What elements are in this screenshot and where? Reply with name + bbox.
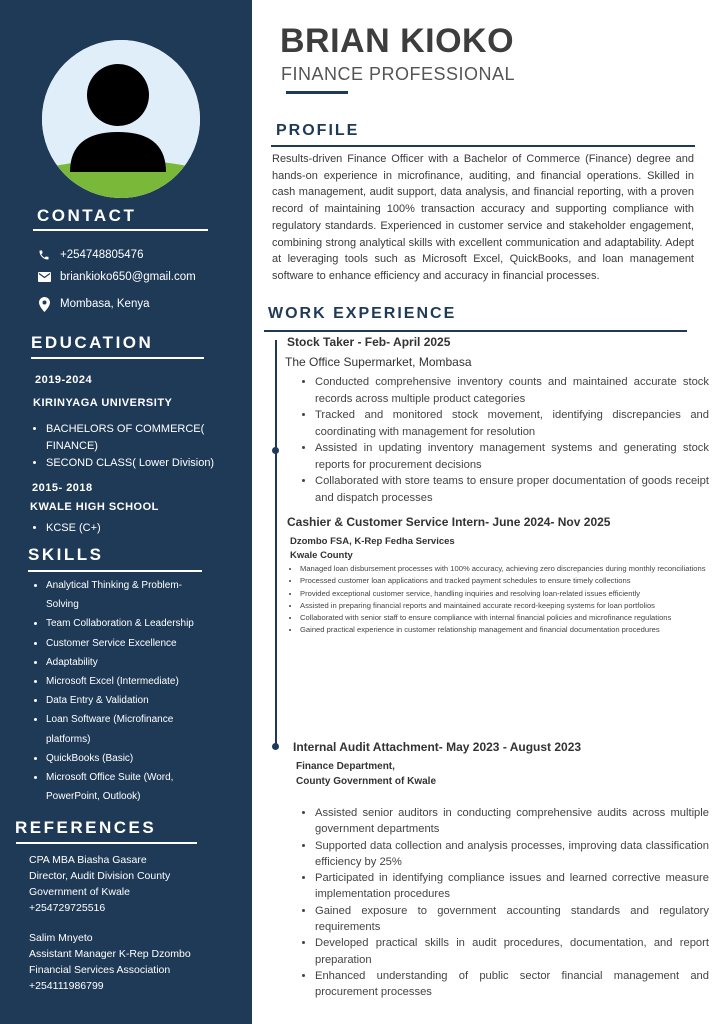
list-item: • BACHELORS OF COMMERCE( FINANCE) — [46, 421, 236, 455]
list-item: • Conducted comprehensive inventory counts and maintained accurate stock records across multiple product categories — [315, 374, 709, 407]
job-responsibilities — [301, 805, 709, 1001]
list-item: • Assisted senior auditors in conducting comprehensive audits across multiple government departments — [315, 805, 709, 838]
contact-phone — [36, 248, 143, 262]
contact-location — [36, 297, 150, 311]
education-years: 2015- 2018 — [32, 482, 93, 494]
list-item: • Assisted in updating inventory management systems and generating stock reports for procurement decisions — [315, 440, 709, 473]
list-item: • Processed customer loan applications and tracked payment schedules to ensure timely collections — [300, 575, 711, 587]
reference-entry: CPA MBA Biasha Gasare Director, Audit Division County Government of Kwale +254729725516 — [29, 854, 171, 914]
list-item: • Collaborated with senior staff to ensure compliance with internal financial policies and microfinance regulations — [300, 612, 711, 624]
location-text: Mombasa, Kenya — [60, 298, 150, 310]
list-item: • Gained exposure to government accounting standards and regulatory requirements — [315, 903, 709, 936]
list-item: • Developed practical skills in audit procedures, documentation, and report preparation — [315, 935, 709, 968]
education-school: KWALE HIGH SCHOOL — [30, 501, 159, 513]
contact-heading: CONTACT — [37, 206, 137, 225]
list-item: • SECOND CLASS( Lower Division) — [46, 455, 236, 472]
list-item: • Microsoft Excel (Intermediate) — [46, 672, 246, 691]
job-location: Kwale County — [290, 550, 353, 561]
list-item: • Tracked and monitored stock movement, identifying discrepancies and coordinating with management for resolution — [315, 407, 709, 440]
job-title: Stock Taker - Feb- April 2025 — [287, 335, 451, 349]
profile-summary: Results-driven Finance Officer with a Bachelor of Commerce (Finance) degree and hands-on experience in microfinance, auditing, and financial operations. Skilled in cash management, audit support, data analysis, and financial reporting, with a proven record of maintaining 100% transaction accuracy and supporting compliance with regulatory standards. Experienced in customer service and stakeholder engagement, combining strong analytical skills with excellent communication and adaptability. Adept at leveraging tools such as Microsoft Excel, QuickBooks, and loan management software to enhance efficiency and accuracy in financial processes. — [272, 153, 694, 282]
job-organization: The Office Supermarket, Mombasa — [285, 355, 472, 369]
experience-timeline — [275, 340, 277, 748]
name-underline — [286, 91, 348, 94]
list-item: • Provided exceptional customer service, handling inquiries and resolving loan-related issues efficiently — [300, 588, 711, 600]
list-item: • KCSE (C+) — [46, 520, 236, 537]
references-heading: REFERENCES — [15, 818, 157, 837]
job-responsibilities — [301, 374, 709, 506]
experience-divider — [264, 330, 687, 332]
list-item: • Team Collaboration & Leadership — [46, 614, 246, 633]
education-details — [32, 520, 236, 537]
list-item: • Microsoft Office Suite (Word, PowerPoint, Outlook) — [46, 768, 191, 806]
timeline-dot — [272, 447, 279, 454]
references-divider — [16, 842, 197, 844]
list-item: • Participated in identifying compliance issues and learned corrective measure implementation procedures — [315, 870, 709, 903]
profile-divider — [271, 145, 695, 147]
job-organization: Dzombo FSA, K-Rep Fedha Services — [290, 536, 455, 547]
list-item: • Managed loan disbursement processes with 100% accuracy, achieving zero discrepancies during monthly reconciliations — [300, 563, 711, 575]
skills-heading: SKILLS — [28, 545, 104, 564]
contact-divider — [33, 229, 208, 231]
list-item: • Enhanced understanding of public sector financial management and procurement processes — [315, 968, 709, 1001]
list-item: • Customer Service Excellence — [46, 634, 246, 653]
list-item: • Loan Software (Microfinance platforms) — [46, 710, 186, 748]
candidate-role: FINANCE PROFESSIONAL — [281, 64, 516, 84]
job-title: Cashier & Customer Service Intern- June 2024- Nov 2025 — [287, 515, 611, 529]
list-item: • Collaborated with store teams to ensure proper documentation of goods receipt and dispatch processes — [315, 473, 709, 506]
profile-heading: PROFILE — [276, 122, 360, 139]
phone-number[interactable]: +254748805476 — [60, 249, 144, 261]
list-item: • Data Entry & Validation — [46, 691, 246, 710]
phone-icon — [36, 248, 52, 262]
education-details — [32, 421, 236, 472]
education-school: KIRINYAGA UNIVERSITY — [33, 397, 173, 409]
avatar-placeholder-icon — [42, 40, 200, 198]
job-organization: Finance Department, — [296, 761, 395, 772]
reference-entry: Salim Mnyeto Assistant Manager K-Rep Dzombo Financial Services Association +254111986799 — [29, 932, 191, 992]
experience-heading: WORK EXPERIENCE — [268, 305, 457, 322]
job-title: Internal Audit Attachment- May 2023 - August 2023 — [293, 740, 582, 754]
list-item: • Adaptability — [46, 653, 246, 672]
list-item: • Analytical Thinking & Problem-Solving — [46, 576, 184, 614]
education-years: 2019-2024 — [35, 374, 93, 386]
education-heading: EDUCATION — [31, 333, 154, 352]
sidebar — [0, 0, 252, 1024]
job-location: County Government of Kwale — [296, 776, 437, 787]
skills-list — [32, 576, 246, 806]
list-item: • Supported data collection and analysis processes, improving data classification efficiency by 25% — [315, 838, 709, 871]
list-item: • QuickBooks (Basic) — [46, 749, 246, 768]
education-divider — [31, 357, 204, 359]
job-responsibilities — [286, 563, 711, 637]
email-address[interactable]: briankioko650@gmail.com — [60, 271, 196, 283]
map-pin-icon — [36, 297, 52, 311]
skills-divider — [28, 570, 202, 572]
candidate-name: BRIAN KIOKO — [280, 22, 515, 60]
timeline-dot — [272, 743, 279, 750]
list-item: • Assisted in preparing financial reports and maintained accurate record-keeping systems for loan portfolios — [300, 600, 711, 612]
contact-email — [36, 270, 196, 284]
envelope-icon — [36, 270, 52, 284]
list-item: • Gained practical experience in customer relationship management and financial documentation procedures — [300, 624, 711, 636]
